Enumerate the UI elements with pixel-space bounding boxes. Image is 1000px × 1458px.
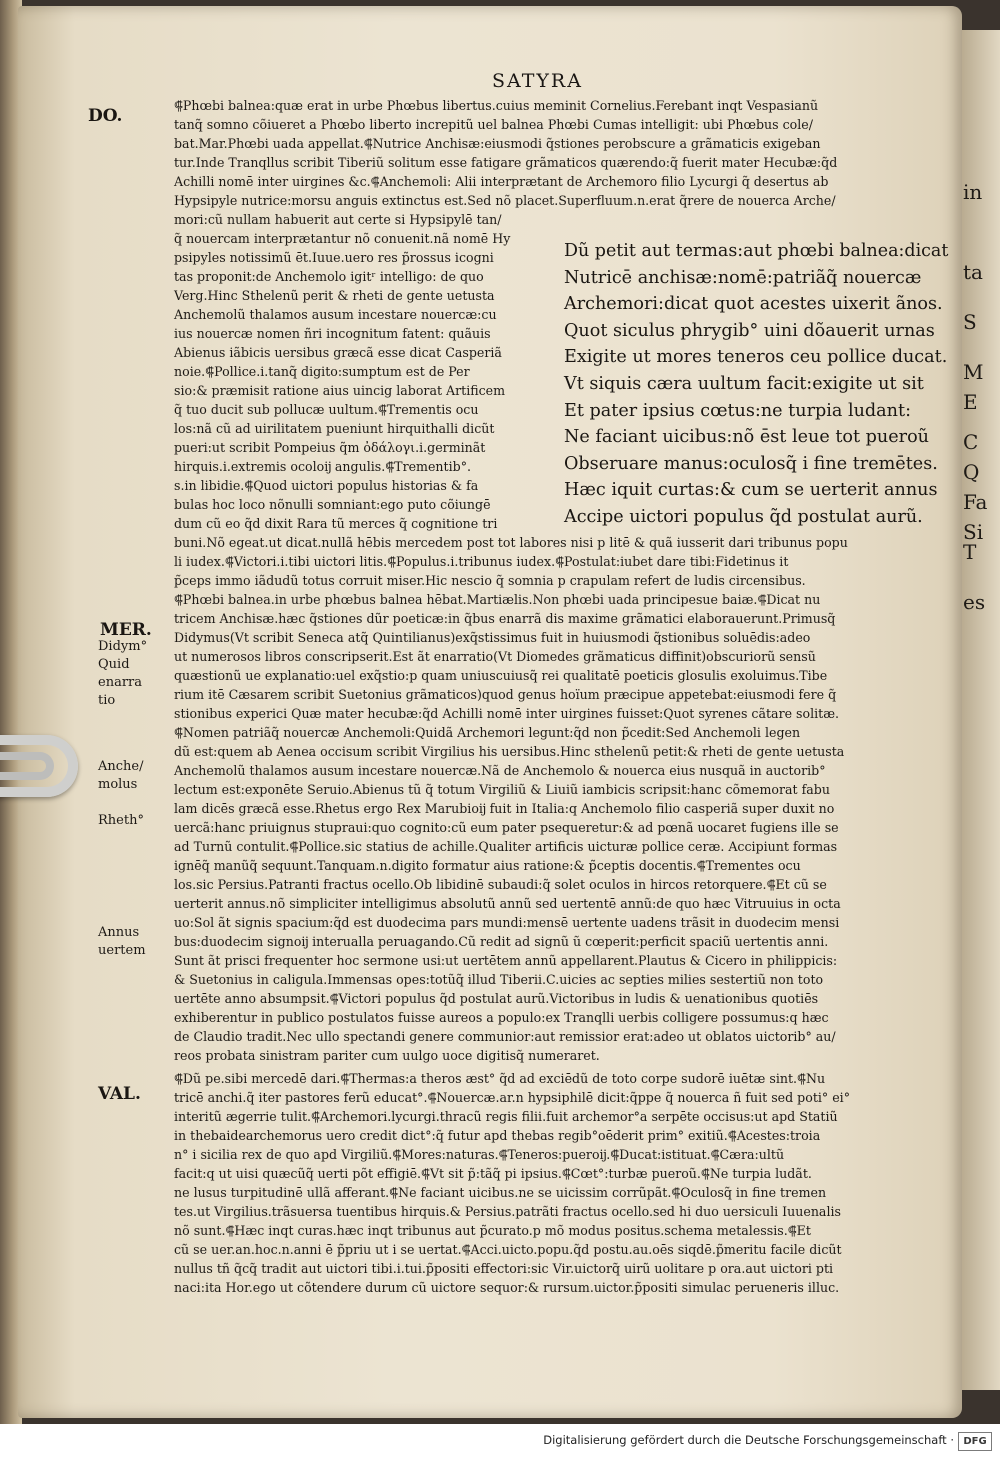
commentary-line: uercã:hanc priuignus stupraui:quo cognito:cũ eum pater psequeretur:& ad pœnã uocaret fugiens ille se — [174, 820, 839, 835]
marginal-note: molus — [98, 777, 138, 792]
section-label-do: DO. — [88, 106, 123, 126]
verse-line: Exigite ut mores teneros ceu pollice ducat. — [564, 347, 948, 368]
marginal-note: uertem — [98, 943, 146, 958]
commentary-line: psipyles notissimũ ēt.Iuue.uero res p̃rossus icogni — [174, 250, 494, 265]
commentary-line: nullus tñ q̃cq̃ tradit aut uictori tibi.i.tui.p̃positi effectori:sic Vir.uictorq̃ uirũ uolitare p ora.aut uictori pti — [174, 1261, 834, 1276]
commentary-line: li iudex.⸿Victori.i.tibi uictori litis.⸿Populus.i.tribunus iudex.⸿Postulat:iubet dare tibi:Fidetinus it — [174, 554, 789, 569]
commentary-line: Abienus iãbicis uersibus græcã esse dicat Casperiã — [174, 345, 502, 360]
commentary-line: quæstionũ ue explanatio:uel exq̃stio:p quam uniuscuiusq̃ rei qualitatē poeticis glosulis exoluimus.Tibe — [174, 668, 828, 683]
commentary-line: rium itē Cæsarem scribit Suetonius grãmaticos)quod genus hoïum præcipue appetebat:eiusmodi fere q̃ — [174, 687, 837, 702]
facing-page-fragment: C — [963, 430, 979, 454]
verse-line: Obseruare manus:oculosq̃ i fine tremētes. — [564, 453, 938, 474]
verse-line: Vt siquis cæra uultum facit:exigite ut sit — [564, 374, 924, 394]
commentary-line: Verg.Hinc Sthelenũ perit & rheti de gente uetusta — [174, 288, 495, 303]
commentary-line: uo:Sol ãt signis spacium:q̃d est duodecima pars mundi:mensē uertente uadens trãsit in duodecim mensi — [174, 915, 840, 930]
next-page-edge — [960, 30, 1000, 1390]
commentary-line: mori:cũ nullam habuerit aut certe si Hypsipylē tan/ — [174, 212, 502, 227]
commentary-line: los.sic Persius.Patranti fractus ocello.Ob libidinē subaudi:q̃ solet oculos in hircos retorquere.⸿Et cũ se — [174, 877, 827, 892]
commentary-line: tanq̃ somno cõiueret a Phœbo liberto increpitũ uel balnea Phœbi Cumas intelligit: ubi Phœbus cole/ — [174, 117, 813, 132]
facing-page-fragment: in — [963, 180, 983, 204]
commentary-line: uertēte anno absumpsit.⸿Victori populus q̃d postulat aurũ.Victoribus in ludis & uenationibus quotiēs — [174, 991, 819, 1006]
commentary-line: sio:& præmisit ratione aius uincig laborat Artificem — [174, 383, 506, 398]
commentary-line: Anchemolũ thalamos ausum incestare nouercæ.Nã de Anchemolo & nouerca eius nusquã in auctorib° — [174, 763, 826, 778]
verse-line: Quot siculus phrygib° uini dõauerit urnas — [564, 320, 935, 341]
marginal-note: Anche/ — [98, 759, 144, 774]
commentary-line: stionibus experici Quæ mater hecubæ:q̃d Achilli nomē inter uirgines fuisset:Quot syrenes cãtare solitæ. — [174, 706, 840, 721]
book-page — [18, 6, 962, 1418]
commentary-line: q̃ tuo ducit sub pollucæ uultum.⸿Trementis ocu — [174, 402, 479, 417]
marginal-note: Quid — [98, 657, 130, 672]
commentary-line: Anchemolũ thalamos ausum incestare nouercæ:cu — [174, 307, 497, 322]
verse-line: Et pater ipsius cœtus:ne turpia ludant: — [564, 400, 912, 421]
commentary-line: ad Turnũ contulit.⸿Pollice.sic statius de achille.Qualiter artificis uicturæ pollice ceræ. Accipiunt formas — [174, 839, 838, 854]
facing-page-fragment: es — [963, 590, 986, 614]
commentary-line: Hypsipyle nutrice:morsu anguis extinctus est.Sed nõ placet.Superfluum.n.erat q̃rere de nouerca Arche/ — [174, 193, 836, 208]
commentary-line: bat.Mar.Phœbi uada appellat.⸿Nutrice Anchisæ:eiusmodi q̃stiones perobscure a grãmaticis exigeban — [174, 136, 821, 151]
commentary-line: Achilli nomē inter uirgines &c.⸿Anchemoli: Alii interprætant de Archemoro filio Lycurgi q̃ desertus ab — [174, 174, 829, 189]
marginal-note: tio — [98, 693, 116, 708]
commentary-line: tricē anchi.q̃ iter pastores ferũ educat°.⸿Nouercæ.ar.n hypsiphilē dicit:q̃ppe q̃ nouerca ñ fuit sed poti° ei° — [174, 1090, 850, 1105]
commentary-line: bulas hoc loco nõnulli somniant:ego puto cõiungē — [174, 497, 491, 512]
commentary-line: ut numerosos libros conscripserit.Est ãt enarratio(Vt Diomedes grãmaticus diffinit)obscuriorũ sensũ — [174, 649, 816, 664]
marginal-note: enarra — [98, 675, 142, 690]
commentary-line: ⸿Nomen patriãq̃ nouercæ Anchemoli:Quidã Archemori legunt:q̃d non p̃cedit:Sed Anchemoli legen — [174, 725, 801, 740]
footer-credit: Digitalisierung gefördert durch die Deutsche Forschungsgemeinschaft · — [543, 1433, 954, 1447]
commentary-line: dum cũ eo q̃d dixit Rara tũ merces q̃ cognitione tri — [174, 516, 498, 531]
funding-footer — [0, 1424, 1000, 1458]
verse-line: Archemori:dicat quot acestes uixerit ãnos. — [564, 294, 943, 315]
commentary-line: tur.Inde Tranqllus scribit Tiberiũ solitum esse fatigare grãmaticos quærendo:q̃ fuerit mater Hecubæ:q̃d — [174, 155, 838, 170]
commentary-line: reos probata sinistram pariter cum uulgo uoce digitisq̃ numeraret. — [174, 1048, 600, 1063]
commentary-line: n° i sicilia rex de quo apd Virgiliũ.⸿Mores:naturas.⸿Teneros:pueroĳ.⸿Ducat:istituat.⸿Cæra:ultũ — [174, 1147, 785, 1162]
verse-line: Dũ petit aut termas:aut phœbi balnea:dicat — [564, 241, 949, 261]
facing-page-fragment: S — [963, 310, 977, 334]
facing-page-fragment: ta — [963, 260, 983, 284]
verse-line: Hæc iquit curtas:& cum se uerterit annus — [564, 480, 938, 501]
verse-line: Accipe uictori populus q̃d postulat aurũ. — [564, 507, 923, 527]
commentary-line: naci:ita Hor.ego ut cõtendere durum cũ uictore sequor:& rursum.uictor.p̃positi simulac perueneris illuc. — [174, 1280, 840, 1295]
commentary-line: cũ se uer.an.hoc.n.anni ē p̃priu ut i se uertat.⸿Acci.uicto.popu.q̃d postu.au.oēs siqdē.p̃meritu facile dicũt — [174, 1242, 842, 1257]
commentary-line: tes.ut Virgilius.trãsuersa tuentibus hirquis.& Persius.patrãti fractus ocello.sed hi duo uersiculi Iuuenalis — [174, 1204, 841, 1219]
commentary-line: p̃ceps immo iãdudũ totus corruit miser.Hic nescio q̃ somnia p crapulam refert de ludis circensibus. — [174, 573, 806, 588]
facing-page-fragment: E — [963, 390, 978, 414]
commentary-line: exhiberentur in publico postulatos fuisse aureos a populo:ex Tranqlli uerbis colligere possumus:q hæc — [174, 1010, 829, 1025]
marginal-note: Rheth° — [98, 813, 144, 828]
commentary-line: tas proponit:de Anchemolo igitʳ intelligo: de quo — [174, 269, 484, 284]
commentary-line: ⸿Phœbi balnea:quæ erat in urbe Phœbus libertus.cuius meminit Cornelius.Ferebant inqt Vespasianũ — [174, 98, 819, 113]
facing-page-fragment: Q — [963, 460, 980, 484]
commentary-line: ignēq̃ manũq̃ sequunt.Tanquam.n.digito formatur aius ratione:& p̃ceptis docentis.⸿Trementes ocu — [174, 858, 801, 873]
commentary-line: ius nouercæ nomen ñri incognitum fatent: quãuis — [174, 326, 491, 341]
commentary-line: & Suetonius in caligula.Immensas opes:totũq̃ illud Tiberii.C.uicies ac septies milies sestertiũ non toto — [174, 972, 824, 987]
commentary-line: nõ sunt.⸿Hæc inqt curas.hæc inqt tribunus aut p̃curato.p mõ modus positus.schema metalessis.⸿Et — [174, 1223, 811, 1238]
verse-line: Nutricē anchisæ:nomē:patriãq̃ nouercæ — [564, 267, 922, 288]
facing-page-fragment: T — [963, 540, 977, 564]
commentary-line: Sunt ãt prisci frequenter hoc sermone usi:ut uertētem annũ appellarent.Plautus & Cicero in philippicis: — [174, 953, 838, 968]
commentary-line: noie.⸿Pollice.i.tanq̃ digito:sumptum est de Per — [174, 364, 470, 379]
dfg-logo: DFG — [958, 1432, 992, 1451]
marginal-note: Annus — [98, 925, 140, 940]
commentary-line: buni.Nõ egeat.ut dicat.nullã hēbis mercedem post tot labores nisi p litē & quã iusserit dari tribunus popu — [174, 535, 848, 550]
commentary-line: s.in libidie.⸿Quod uictori populus historias & fa — [174, 478, 479, 493]
facing-page-fragment: Fa — [963, 490, 988, 514]
commentary-line: facit:q ut uisi quæcũq̃ uerti põt effigiē.⸿Vt sit p̃:tãq̃ pi ipsius.⸿Cœt°:turbæ pueroũ.⸿Ne turpia ludãt. — [174, 1166, 812, 1181]
commentary-line: bus:duodecim signoĳ interualla peruagando.Cũ redit ad signũ ũ cœperit:perficit spaciũ uertentis anni. — [174, 934, 829, 949]
commentary-line: los:nã cũ ad uirilitatem pueniunt hirquithalli dicũt — [174, 421, 495, 436]
marginal-note: Didym° — [98, 639, 148, 654]
commentary-line: Didymus(Vt scribit Seneca atq̃ Quintilianus)exq̃stissimus fuit in huiusmodi q̃stionibus soluēdis:adeo — [174, 630, 811, 645]
commentary-line: lectum est:exponēte Seruio.Abienus tũ q̃ totum Virgiliũ & Liuiũ iambicis scripsit:hanc cõmemorat fabu — [174, 782, 830, 797]
commentary-line: ⸿Phœbi balnea.in urbe phœbus balnea hēbat.Martiælis.Non phœbi uada principesue baiæ.⸿Dicat nu — [174, 592, 821, 607]
paper-clip — [0, 735, 78, 797]
commentary-line: pueri:ut scribit Pompeius q̃m ὀδάλογι.i.germinãt — [174, 440, 486, 455]
commentary-line: de Claudio tradit.Nec ullo spectandi genere communior:aut remissior erat:adeo ut oblatos uictorib° au/ — [174, 1029, 836, 1044]
commentary-line: in thebaidearchemorus uero credit dict°:q̃ futur apd thebas regib°oēderit prim° exitiũ.⸿Acestes:troia — [174, 1128, 821, 1143]
commentary-line: interitũ ægerrie tulit.⸿Archemori.lycurgi.thracũ regis filii.fuit archemor°a serpēte occisus:ut apd Statiũ — [174, 1109, 838, 1124]
commentary-line: ⸿Dũ pe.sibi mercedē dari.⸿Thermas:a theros æst° q̃d ad exciēdũ de toto corpe sudorē iuētæ sint.⸿Nu — [174, 1071, 826, 1086]
commentary-line: tricem Anchisæ.hæc q̃stiones dũr poeticæ:in q̃bus enarrã dis maxime grãmatici elaborauerunt.Primusq̃ — [174, 611, 836, 626]
commentary-line: hirquis.i.extremis ocoloĳ angulis.⸿Trementib°. — [174, 459, 471, 474]
commentary-line: dũ est:quem ab Aenea occisum scribit Virgilius his uersibus.Hinc sthelenũ petit:& rheti de gente uetusta — [174, 744, 845, 759]
facing-page-fragment: M — [963, 360, 984, 384]
running-head: SATYRA — [492, 70, 583, 92]
commentary-line: uerterit annus.nõ simpliciter intelligimus absolutũ annũ sed uertentē annũ:de quo hæc Vitruuius in octa — [174, 896, 841, 911]
commentary-line: lam dicēs græcã esse.Rhetus ergo Rex Marubioĳ fuit in Italia:q Anchemolo filio casperiã super duxit no — [174, 801, 835, 816]
commentary-line: q̃ nouercam interprætantur nõ conuenit.nã nomē Hy — [174, 231, 511, 246]
section-label-mer: MER. — [100, 620, 152, 640]
facing-page-fragment: Si — [963, 520, 984, 544]
commentary-line: ne lusus turpitudinē ullã afferant.⸿Ne faciant uicibus.ne se uicissim corrũpãt.⸿Oculosq̃ in fine tremen — [174, 1185, 827, 1200]
section-label-val: VAL. — [98, 1084, 141, 1104]
verse-line: Ne faciant uicibus:nõ ēst leue tot pueroũ — [564, 427, 930, 448]
